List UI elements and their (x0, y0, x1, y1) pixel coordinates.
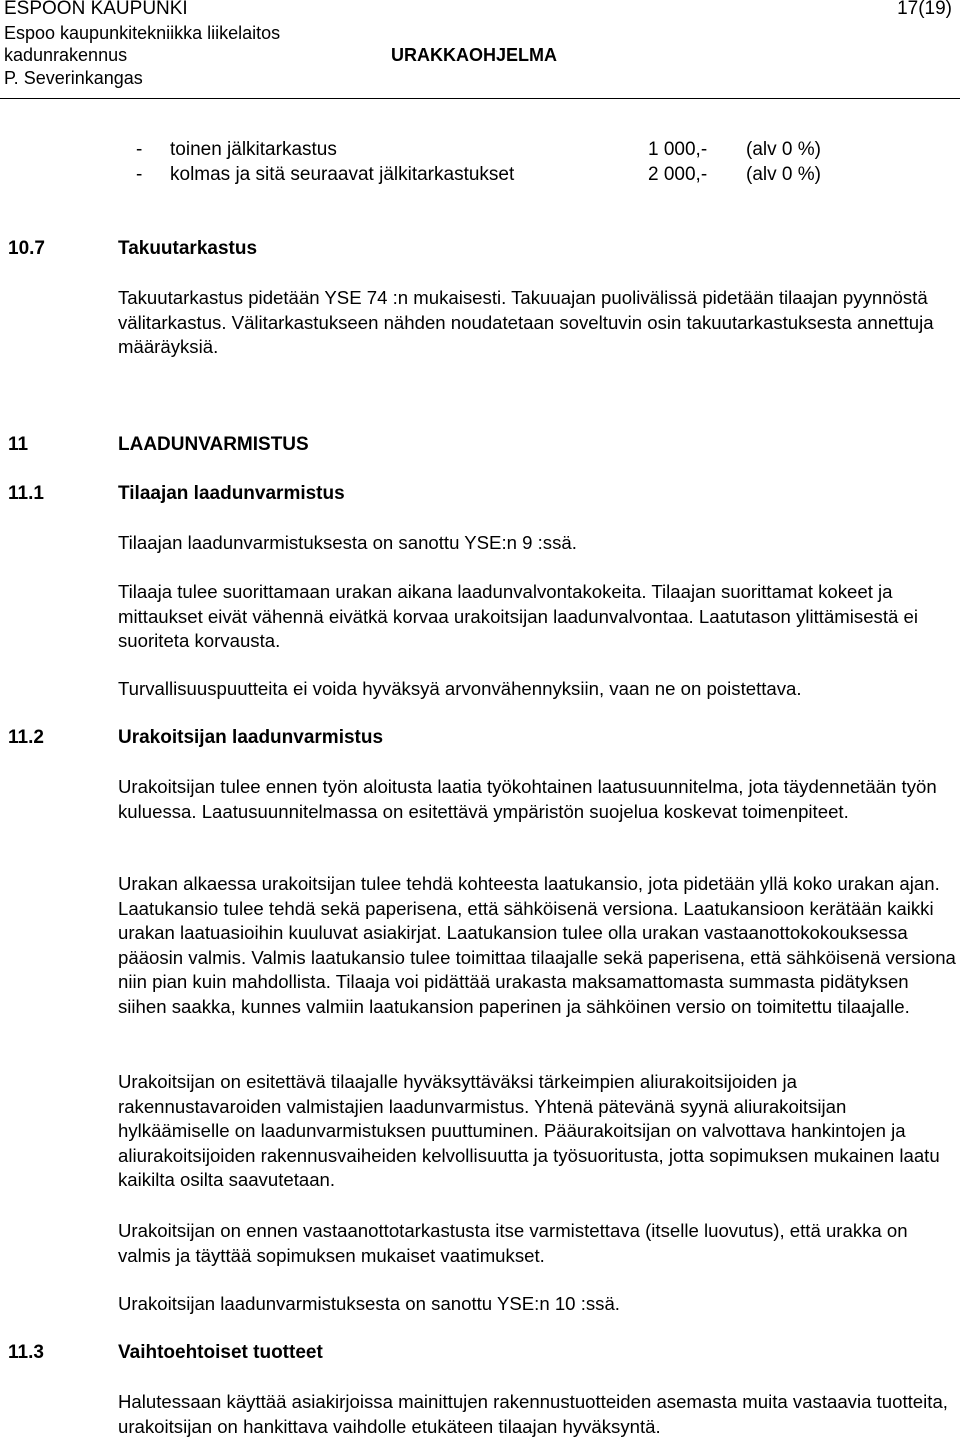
section-number: 11 (8, 434, 29, 455)
paragraph: Urakoitsijan laadunvarmistuksesta on sanottu YSE:n 10 :ssä. (118, 1293, 620, 1314)
section-number: 10.7 (8, 238, 45, 259)
fee-amount: 1 000,- (648, 139, 708, 160)
paragraph: Urakan alkaessa urakoitsijan tulee tehdä kohteesta laatukansio, jota pidetään yllä koko urakan ajan. Laatukansio tulee tehdä sekä paperisena, että sähköisenä versiona. Laatukansioon kerätään kaikki urakan laatuasioihin kuuluvat asiakirjat. Laatukansion tulee olla urakan vastaanottokokouksessa pääosin valmis. Valmis laatukansio tulee toimittaa tilaajalle sekä paperisena, että sähköisenä versiona niin pian kuin mahdollista. Tilaaja voi pidättää urakasta maksamattomasta summasta pidätyksen siihen saakka, kunnes valmiin laatukansion paperinen ja sähköinen versio on toimitettu tilaajalle. (118, 873, 956, 1017)
section-number: 11.2 (8, 727, 44, 748)
fee-vat: (alv 0 %) (746, 164, 821, 185)
paragraph: Urakoitsijan tulee ennen työn aloitusta laatia työkohtainen laatusuunnitelma, jota täydennetään työn kuluessa. Laatusuunnitelmassa on esitettävä ympäristön suojelua koskevat toimenpiteet. (118, 776, 937, 822)
section-title: Takuutarkastus (118, 238, 258, 259)
paragraph: Takuutarkastus pidetään YSE 74 :n mukaisesti. Takuuajan puolivälissä pidetään tilaajan pyynnöstä välitarkastus. Välitarkastukseen nähden noudatetaan soveltuvin osin takuutarkastuksesta annettuja määräyksiä. (118, 287, 934, 358)
fee-description: kolmas ja sitä seuraavat jälkitarkastukset (170, 164, 515, 185)
unit-name: kadunrakennus (4, 45, 128, 65)
section-title: Urakoitsijan laadunvarmistus (118, 727, 384, 748)
document-title: URAKKAOHJELMA (391, 45, 557, 65)
fee-vat: (alv 0 %) (746, 139, 821, 160)
fee-dash: - (136, 164, 143, 185)
fee-dash: - (136, 139, 143, 160)
section-number: 11.1 (8, 483, 44, 504)
fee-amount: 2 000,- (648, 164, 708, 185)
paragraph: Halutessaan käyttää asiakirjoissa mainittujen rakennustuotteiden asemasta muita vastaavia tuotteita, urakoitsijan on hankittava vaihdolle etukäteen tilaajan hyväksyntä. (118, 1391, 948, 1437)
section-title: Tilaajan laadunvarmistus (118, 483, 345, 504)
section-title: Vaihtoehtoiset tuotteet (118, 1342, 323, 1363)
section-number: 11.3 (8, 1342, 44, 1363)
paragraph: Tilaajan laadunvarmistuksesta on sanottu YSE:n 9 :ssä. (118, 532, 577, 553)
fee-description: toinen jälkitarkastus (170, 139, 337, 160)
paragraph: Urakoitsijan on ennen vastaanottotarkastusta itse varmistettava (itselle luovutus), että urakka on valmis ja täyttää sopimuksen mukaiset vaatimukset. (118, 1220, 908, 1266)
department-name: Espoo kaupunkitekniikka liikelaitos (4, 23, 281, 43)
paragraph: Tilaaja tulee suorittamaan urakan aikana laadunvalvontakokeita. Tilaajan suorittamat kokeet ja mittaukset eivät vähennä eivätkä korvaa urakoitsijan laadunvalvontaa. Laatutason ylittämisestä ei suoriteta korvausta. (118, 581, 918, 652)
header-divider (0, 98, 960, 99)
paragraph: Turvallisuuspuutteita ei voida hyväksyä arvonvähennyksiin, vaan ne on poistettava. (118, 678, 802, 699)
section-title: LAADUNVARMISTUS (118, 434, 309, 455)
author-name: P. Severinkangas (4, 68, 143, 88)
organization-name: ESPOON KAUPUNKI (4, 0, 188, 19)
page-number: 17(19) (897, 0, 952, 19)
paragraph: Urakoitsijan on esitettävä tilaajalle hyväksyttäväksi tärkeimpien aliurakoitsijoiden ja rakennustavaroiden valmistajien laadunvarmistus. Yhtenä pätevänä syynä aliurakoitsijan hylkäämiselle on laadunvarmistuksen puuttuminen. Pääurakoitsijan on valvottava hankintojen ja aliurakoitsijoiden rakennusvaiheiden kelvollisuutta ja työsuoritusta, jotta sopimuksen mukainen laatu kaikilta osilta saavutetaan. (118, 1071, 940, 1191)
